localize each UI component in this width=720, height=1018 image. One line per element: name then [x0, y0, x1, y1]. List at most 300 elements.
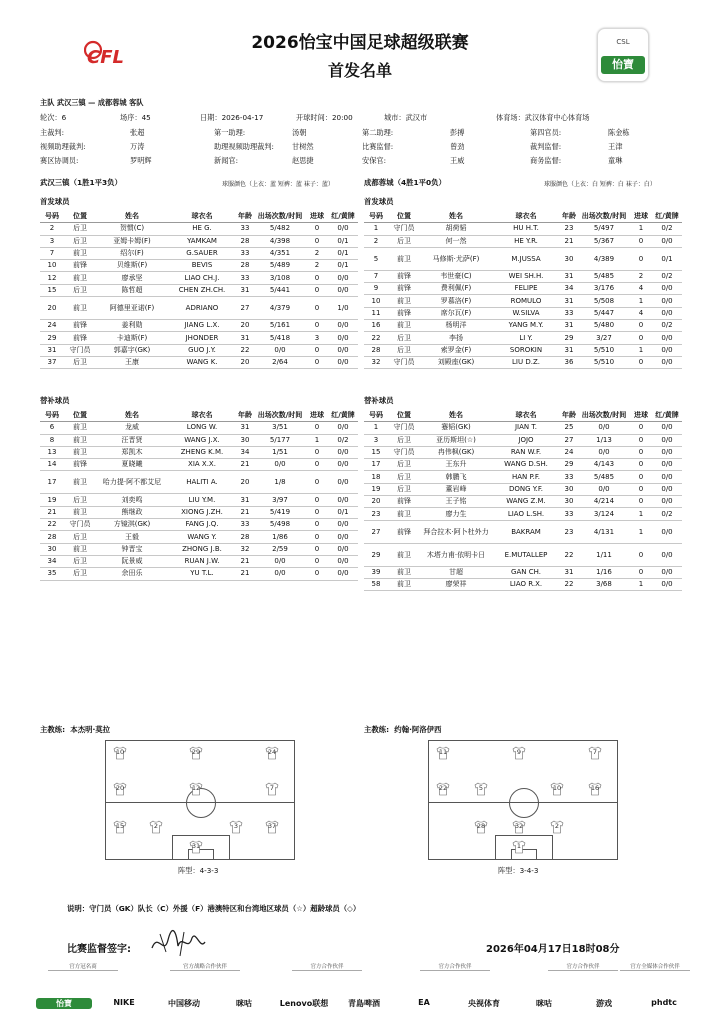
player-cell: JHONDER [168, 332, 236, 344]
player-cell: 何一然 [420, 235, 492, 247]
player-cell: 58 [364, 578, 388, 590]
sponsor-logo: 怡寶 [36, 998, 92, 1009]
player-cell: 0/0 [328, 344, 358, 356]
player-cell: 廖荣祥 [420, 578, 492, 590]
shirt-number: 7 [592, 748, 598, 756]
player-cell: GUO J.Y. [168, 344, 236, 356]
sponsor-category: 官方战略合作伙伴 [170, 962, 240, 971]
player-cell: 1/13 [578, 434, 630, 446]
player-row [364, 508, 682, 520]
player-cell: 后卫 [388, 483, 420, 495]
player-row [40, 519, 358, 531]
player-cell: 后卫 [64, 356, 96, 368]
player-cell: 37 [40, 356, 64, 368]
official-name: 曾劲 [450, 142, 465, 151]
player-cell: 2/64 [254, 356, 306, 368]
official-role: 助理视频助理裁判: [214, 142, 274, 151]
player-cell: 5/482 [254, 223, 306, 235]
player-cell: 1 [630, 578, 652, 590]
column-header: 姓名 [96, 211, 168, 223]
svg-text:CFL: CFL [87, 47, 124, 68]
player-cell: 守门员 [388, 223, 420, 235]
player-cell: 22 [40, 519, 64, 531]
sponsor-category: 官方合作伙伴 [548, 962, 618, 971]
player-cell: 34 [560, 283, 578, 295]
player-cell: LIAO L.SH. [492, 508, 560, 520]
player-cell: 后卫 [64, 223, 96, 235]
legend-note: 说明：守门员（GK）队长（C）外援（F）港澳特区和台湾地区球员（☆）超龄球员（◇） [67, 904, 361, 913]
player-cell: 0 [306, 471, 328, 494]
player-cell: 5/367 [578, 235, 630, 247]
sponsor-logo: 咪咕 [536, 999, 552, 1008]
player-cell: 5/418 [254, 332, 306, 344]
column-header: 进球 [306, 211, 328, 223]
player-cell: 33 [560, 471, 578, 483]
home-record: 武汉三镇（1胜1平3负） [40, 178, 122, 187]
player-cell: 1/8 [254, 471, 306, 494]
player-cell: LIU Y.M. [168, 494, 236, 506]
column-header: 球衣名 [492, 410, 560, 422]
sponsor-logo: 咪咕 [236, 999, 252, 1008]
player-cell: 陈哲超 [96, 284, 168, 296]
player-cell: 0 [306, 272, 328, 284]
player-cell: 5/161 [254, 320, 306, 332]
player-cell: YU T.L. [168, 568, 236, 580]
player-cell: 0/0 [652, 344, 682, 356]
home-subs-label: 替补球员 [40, 396, 70, 405]
player-cell: 0/1 [328, 235, 358, 247]
venue: 体育场：武汉体育中心体育场 [496, 113, 590, 122]
player-cell: 0 [630, 332, 652, 344]
player-cell: 刘奕鸣 [96, 494, 168, 506]
player-cell: 3/124 [578, 508, 630, 520]
player-cell: 33 [560, 508, 578, 520]
yibao-logo-text: 怡寶 [601, 56, 645, 74]
player-cell: 4/398 [254, 235, 306, 247]
player-cell: 0/0 [652, 471, 682, 483]
player-cell: 31 [560, 566, 578, 578]
player-cell: 0 [630, 459, 652, 471]
player-cell: 30 [560, 247, 578, 270]
official-name: 王威 [450, 156, 465, 165]
home-coach: 主教练: 本杰明·莫拉 [40, 725, 111, 734]
player-row [40, 223, 358, 235]
csl-logo [597, 28, 649, 82]
player-cell: 0/0 [652, 520, 682, 543]
column-header: 红/黄牌 [328, 410, 358, 422]
sponsor-logo: 游戏 [596, 999, 612, 1008]
player-shirt-icon [265, 820, 279, 834]
player-cell: 0 [630, 356, 652, 368]
player-cell: 28 [364, 344, 388, 356]
player-cell: 22 [364, 332, 388, 344]
column-header: 球衣名 [492, 211, 560, 223]
player-cell: 2 [306, 260, 328, 272]
player-cell: 夏晓曦 [96, 459, 168, 471]
away-starters-table [364, 211, 682, 369]
player-cell: 木塔力甫·依明卡日 [420, 543, 492, 566]
shirt-number: 15 [115, 822, 125, 830]
player-cell: FANG J.Q. [168, 519, 236, 531]
player-cell: 21 [236, 506, 254, 518]
player-cell: 0/0 [652, 543, 682, 566]
column-header: 进球 [630, 211, 652, 223]
player-cell: 4/143 [578, 459, 630, 471]
player-cell: 前锋 [388, 496, 420, 508]
player-cell: 0/0 [328, 320, 358, 332]
player-cell: 24 [40, 320, 64, 332]
player-cell: 守门员 [64, 519, 96, 531]
player-cell: 马修斯·尤萨(F) [420, 247, 492, 270]
column-header: 位置 [64, 211, 96, 223]
player-cell: 前锋 [388, 270, 420, 282]
player-cell: 0/2 [652, 320, 682, 332]
player-cell: 14 [40, 459, 64, 471]
shirt-number: 32 [514, 822, 524, 830]
player-cell: 31 [236, 422, 254, 434]
official-name: 陈金栋 [608, 128, 630, 137]
player-cell: 王毅 [96, 531, 168, 543]
official-role: 视频助理裁判: [40, 142, 86, 151]
player-cell: 31 [236, 494, 254, 506]
player-cell: 0 [630, 483, 652, 495]
player-cell: 前卫 [388, 320, 420, 332]
player-cell: 董岩峰 [420, 483, 492, 495]
player-cell: 27 [364, 520, 388, 543]
player-cell: 30 [40, 543, 64, 555]
player-cell: 5/485 [578, 270, 630, 282]
player-cell: E.MUTALLEP [492, 543, 560, 566]
round: 轮次：6 [40, 113, 67, 122]
player-cell: BEVIS [168, 260, 236, 272]
player-cell: 17 [364, 459, 388, 471]
player-cell: 0 [306, 235, 328, 247]
player-cell: 后卫 [388, 235, 420, 247]
official-name: 汤朝 [292, 128, 307, 137]
player-cell: 0/0 [652, 356, 682, 368]
shirt-number: 29 [191, 748, 201, 756]
player-cell: 0/0 [652, 483, 682, 495]
player-cell: 前卫 [64, 297, 96, 320]
player-shirt-icon [265, 746, 279, 760]
shirt-number: 37 [267, 822, 277, 830]
player-cell: 索罗金(F) [420, 344, 492, 356]
player-row [364, 446, 682, 458]
player-cell: 熊继政 [96, 506, 168, 518]
official-name: 童琳 [608, 156, 623, 165]
shirt-number: 20 [115, 784, 125, 792]
player-cell: 0 [306, 344, 328, 356]
player-cell: 后卫 [64, 235, 96, 247]
player-cell: 29 [364, 543, 388, 566]
player-row [40, 284, 358, 296]
player-cell: ZHONG J.B. [168, 543, 236, 555]
player-cell: 13 [40, 446, 64, 458]
player-cell: WANG K. [168, 356, 236, 368]
player-row [364, 344, 682, 356]
shirt-number: 2 [153, 822, 159, 830]
player-cell: 李扬 [420, 332, 492, 344]
sign-datetime: 2026年04月17日18时08分 [486, 944, 620, 955]
player-cell: ZHENG K.M. [168, 446, 236, 458]
player-cell: 0/2 [652, 270, 682, 282]
player-cell: 韩鹏飞 [420, 471, 492, 483]
sponsor-category: 官方合作伙伴 [420, 962, 490, 971]
player-cell: 1 [630, 295, 652, 307]
player-row [40, 344, 358, 356]
player-cell: 5/498 [254, 519, 306, 531]
player-shirt-icon [189, 840, 203, 854]
player-cell: 前锋 [388, 283, 420, 295]
column-header: 姓名 [96, 410, 168, 422]
player-row [364, 235, 682, 247]
player-cell: 钟晋宝 [96, 543, 168, 555]
player-cell: 0/0 [652, 578, 682, 590]
player-row [364, 247, 682, 270]
sponsor-logo: 中国移动 [168, 999, 200, 1008]
player-cell: 前卫 [64, 446, 96, 458]
official-name: 罗明辉 [130, 156, 152, 165]
player-cell: 27 [236, 297, 254, 320]
player-row [364, 422, 682, 434]
player-cell: 0 [306, 506, 328, 518]
away-record: 成都蓉城（4胜1平0负） [364, 178, 446, 187]
page-title: 2026怡宝中国足球超级联赛 [251, 33, 469, 53]
player-cell: 0/0 [328, 568, 358, 580]
player-cell: RUAN J.W. [168, 555, 236, 567]
player-cell: 0/0 [328, 356, 358, 368]
player-cell: 拜合拉木·阿卜杜外力 [420, 520, 492, 543]
player-cell: 20 [364, 496, 388, 508]
player-cell: 0 [306, 568, 328, 580]
official-role: 第四官员: [530, 128, 562, 137]
home-subs-table [40, 410, 358, 581]
player-cell: 5/447 [578, 307, 630, 319]
player-cell: 姜利勋 [96, 320, 168, 332]
player-cell: 刘殿座(GK) [420, 356, 492, 368]
official-name: 彭搏 [450, 128, 465, 137]
player-cell: 廖承坚 [96, 272, 168, 284]
player-cell: 0/1 [328, 260, 358, 272]
player-cell: 0/0 [328, 284, 358, 296]
player-cell: 0 [630, 446, 652, 458]
column-header: 出场次数/时间 [578, 211, 630, 223]
player-cell: 10 [364, 295, 388, 307]
player-cell: 4/351 [254, 247, 306, 259]
player-cell: JIANG L.X. [168, 320, 236, 332]
player-row [40, 332, 358, 344]
player-cell: 守门员 [388, 356, 420, 368]
player-cell: 0/0 [652, 566, 682, 578]
player-cell: 31 [560, 270, 578, 282]
player-cell: 17 [40, 471, 64, 494]
player-row [364, 496, 682, 508]
player-cell: 21 [560, 235, 578, 247]
player-cell: 0/0 [254, 459, 306, 471]
player-cell: 1 [364, 223, 388, 235]
player-row [364, 283, 682, 295]
shirt-number: 9 [516, 748, 522, 756]
player-cell: 0/0 [328, 272, 358, 284]
player-cell: 后卫 [388, 459, 420, 471]
player-cell: 0/0 [328, 519, 358, 531]
player-cell: 4/214 [578, 496, 630, 508]
player-cell: CHEN ZH.CH. [168, 284, 236, 296]
player-cell: 39 [364, 566, 388, 578]
player-cell: 0 [630, 434, 652, 446]
home-kit-colors: 球服颜色（上衣：蓝 短裤：蓝 袜子：蓝） [222, 181, 334, 188]
player-cell: 前卫 [64, 506, 96, 518]
player-cell: 30 [236, 434, 254, 446]
supervisor-signature [148, 926, 208, 960]
player-cell: 前卫 [64, 434, 96, 446]
home-formation-pitch [105, 740, 295, 860]
player-cell: 2 [364, 235, 388, 247]
player-cell: 0/0 [328, 223, 358, 235]
player-cell: 贝维斯(F) [96, 260, 168, 272]
player-cell: 郭嘉宇(GK) [96, 344, 168, 356]
player-cell: 27 [560, 434, 578, 446]
player-cell: 汪晋贤 [96, 434, 168, 446]
player-cell: 0/2 [652, 508, 682, 520]
player-cell: 21 [236, 459, 254, 471]
player-cell: RAN W.F. [492, 446, 560, 458]
player-row [40, 434, 358, 446]
player-cell: 28 [236, 260, 254, 272]
player-cell: 守门员 [64, 344, 96, 356]
column-header: 年龄 [560, 410, 578, 422]
player-cell: 0 [306, 422, 328, 434]
player-cell: 阿德里亚诺(F) [96, 297, 168, 320]
player-cell: 前卫 [64, 422, 96, 434]
player-cell: 3/27 [578, 332, 630, 344]
official-name: 王津 [608, 142, 623, 151]
csl-logo-text: CSL [616, 38, 630, 46]
player-cell: 0/1 [652, 247, 682, 270]
player-cell: 28 [236, 235, 254, 247]
player-cell: 31 [560, 295, 578, 307]
player-cell: 前卫 [388, 247, 420, 270]
shirt-number: 24 [267, 748, 277, 756]
player-cell: 3/97 [254, 494, 306, 506]
player-cell: 21 [40, 506, 64, 518]
player-cell: 0 [306, 519, 328, 531]
player-cell: 后卫 [64, 568, 96, 580]
player-cell: 36 [560, 356, 578, 368]
player-cell: 杨明洋 [420, 320, 492, 332]
column-header: 号码 [40, 410, 64, 422]
player-cell: 守门员 [388, 422, 420, 434]
player-row [364, 270, 682, 282]
official-name: 甘树然 [292, 142, 314, 151]
player-cell: 34 [40, 555, 64, 567]
column-header: 红/黄牌 [652, 211, 682, 223]
player-cell: 31 [236, 332, 254, 344]
player-cell: 0 [630, 496, 652, 508]
player-cell: 4/131 [578, 520, 630, 543]
player-cell: 6 [40, 422, 64, 434]
player-cell: 前卫 [64, 272, 96, 284]
player-cell: 0/0 [328, 459, 358, 471]
official-role: 安保官: [362, 156, 386, 165]
column-header: 号码 [364, 211, 388, 223]
sponsor-logo: phdtc [651, 998, 677, 1007]
player-cell: DONG Y.F. [492, 483, 560, 495]
player-shirt-icon [588, 746, 602, 760]
column-header: 年龄 [560, 211, 578, 223]
player-cell: 后卫 [64, 555, 96, 567]
player-cell: XIONG J.ZH. [168, 506, 236, 518]
player-cell: 5/419 [254, 506, 306, 518]
player-cell: 5/510 [578, 356, 630, 368]
player-cell: LIU D.Z. [492, 356, 560, 368]
player-cell: 0 [306, 459, 328, 471]
column-header: 红/黄牌 [652, 410, 682, 422]
sponsor-logo: 央视体育 [468, 999, 500, 1008]
player-row [40, 446, 358, 458]
player-cell: 亚姆卡姆(F) [96, 235, 168, 247]
player-cell: 31 [560, 344, 578, 356]
player-cell: 5/485 [578, 471, 630, 483]
player-cell: 0/0 [328, 494, 358, 506]
shirt-number: 22 [438, 784, 448, 792]
player-row [364, 471, 682, 483]
player-cell: 后卫 [64, 531, 96, 543]
player-cell: 前卫 [64, 471, 96, 494]
away-kit-colors: 球服颜色（上衣：白 短裤：白 袜子：白） [544, 181, 656, 188]
player-cell: 5/510 [578, 344, 630, 356]
player-cell: 1/51 [254, 446, 306, 458]
player-cell: 罗慕洛(F) [420, 295, 492, 307]
player-cell: 5/508 [578, 295, 630, 307]
player-row [40, 568, 358, 580]
player-cell: 0/2 [328, 434, 358, 446]
player-cell: 冉伟枫(GK) [420, 446, 492, 458]
shirt-number: 12 [191, 784, 201, 792]
player-cell: 0/0 [652, 434, 682, 446]
sponsor-category: 官方冠名商 [48, 962, 118, 971]
player-row [40, 247, 358, 259]
player-cell: 31 [236, 284, 254, 296]
player-cell: 韦世豪(C) [420, 270, 492, 282]
player-cell: 20 [236, 356, 254, 368]
player-cell: LONG W. [168, 422, 236, 434]
player-cell: 29 [560, 459, 578, 471]
player-cell: LI Y. [492, 332, 560, 344]
player-cell: 0/0 [328, 543, 358, 555]
player-cell: FELIPE [492, 283, 560, 295]
player-row [40, 422, 358, 434]
player-cell: 31 [40, 344, 64, 356]
column-header: 进球 [306, 410, 328, 422]
player-cell: 0/1 [328, 247, 358, 259]
player-cell: 0 [630, 247, 652, 270]
sponsor-logo: NIKE [113, 998, 135, 1007]
player-cell: 7 [40, 247, 64, 259]
player-cell: G.SAUER [168, 247, 236, 259]
player-cell: 0/0 [254, 568, 306, 580]
player-row [40, 471, 358, 494]
player-cell: 2/59 [254, 543, 306, 555]
player-row [40, 555, 358, 567]
player-row [40, 272, 358, 284]
player-cell: 0/0 [652, 235, 682, 247]
player-cell: 0/2 [652, 223, 682, 235]
player-cell: 5/177 [254, 434, 306, 446]
player-cell: 2 [40, 223, 64, 235]
player-row [40, 297, 358, 320]
shirt-number: 7 [269, 784, 275, 792]
